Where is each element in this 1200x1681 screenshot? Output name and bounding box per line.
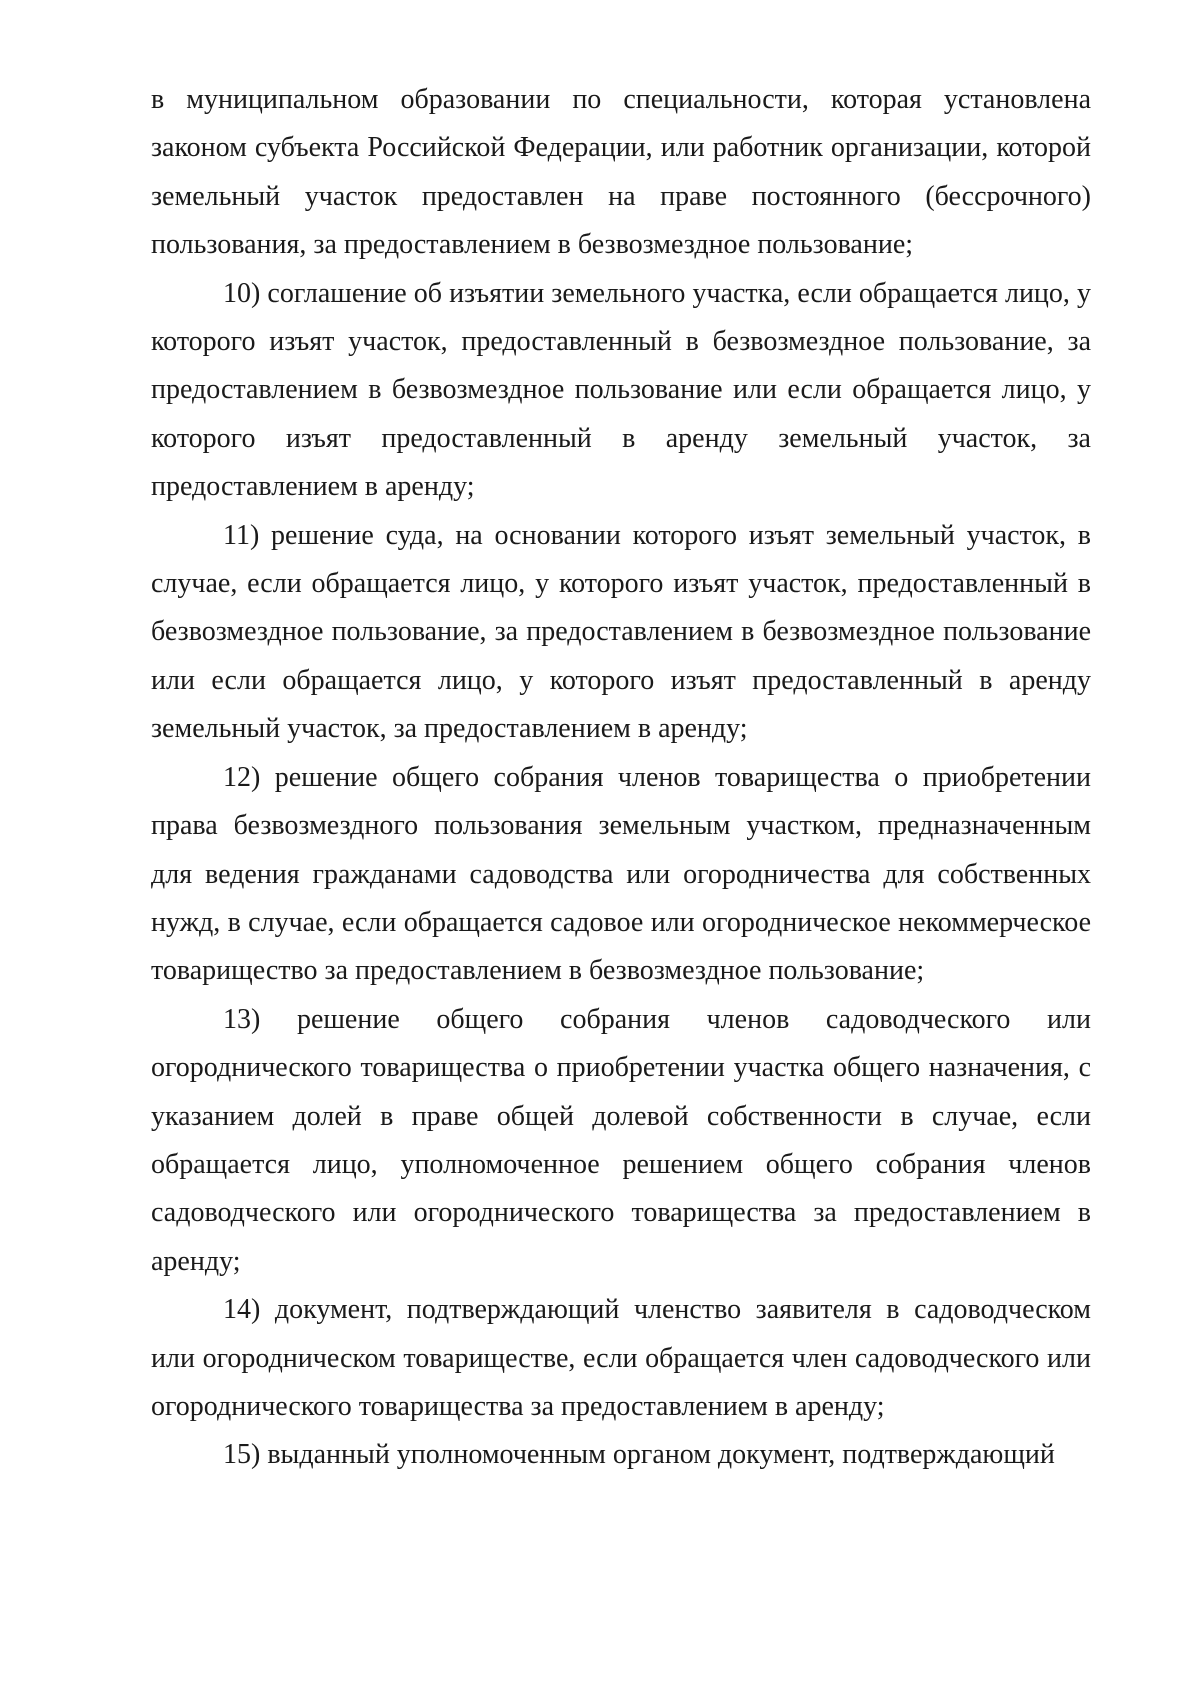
paragraph-item-14: 14) документ, подтверждающий членство заявителя в садоводческом или огородническом товариществе, если обращается член садоводческого или огороднического товарищества за предоставлением в аренду; [151,1294,1091,1422]
document-page [151,76,1091,1480]
paragraph-continuation: в муниципальном образовании по специальности, которая установлена законом субъекта Российской Федерации, или работник организации, которой земельный участок предоставлен на праве постоянного (бессрочного) пользования, за предоставлением в безвозмездное пользование; [151,84,1091,261]
paragraph-item-13: 13) решение общего собрания членов садоводческого или огороднического товарищества о приобретении участка общего назначения, с указанием долей в праве общей долевой собственности в случае, если обращается лицо, уполномоченное решением общего собрания членов садоводческого или огороднического товарищества за предоставлением в аренду; [151,1003,1091,1277]
paragraph-item-10: 10) соглашение об изъятии земельного участка, если обращается лицо, у которого изъят участок, предоставленный в безвозмездное пользование, за предоставлением в безвозмездное пользование или если обращается лицо, у которого изъят предоставленный в аренду земельный участок, за предоставлением в аренду; [151,277,1091,503]
paragraph-item-12: 12) решение общего собрания членов товарищества о приобретении права безвозмездного пользования земельным участком, предназначенным для ведения гражданами садоводства или огородничества для собственных нужд, в случае, если обращается садовое или огородническое некоммерческое товарищество за предоставлением в безвозмездное пользование; [151,761,1091,987]
paragraph-item-11: 11) решение суда, на основании которого изъят земельный участок, в случае, если обращается лицо, у которого изъят участок, предоставленный в безвозмездное пользование, за предоставлением в безвозмездное пользование или если обращается лицо, у которого изъят предоставленный в аренду земельный участок, за предоставлением в аренду; [151,519,1091,745]
paragraph-item-15: 15) выданный уполномоченным органом документ, подтверждающий [223,1439,1055,1471]
